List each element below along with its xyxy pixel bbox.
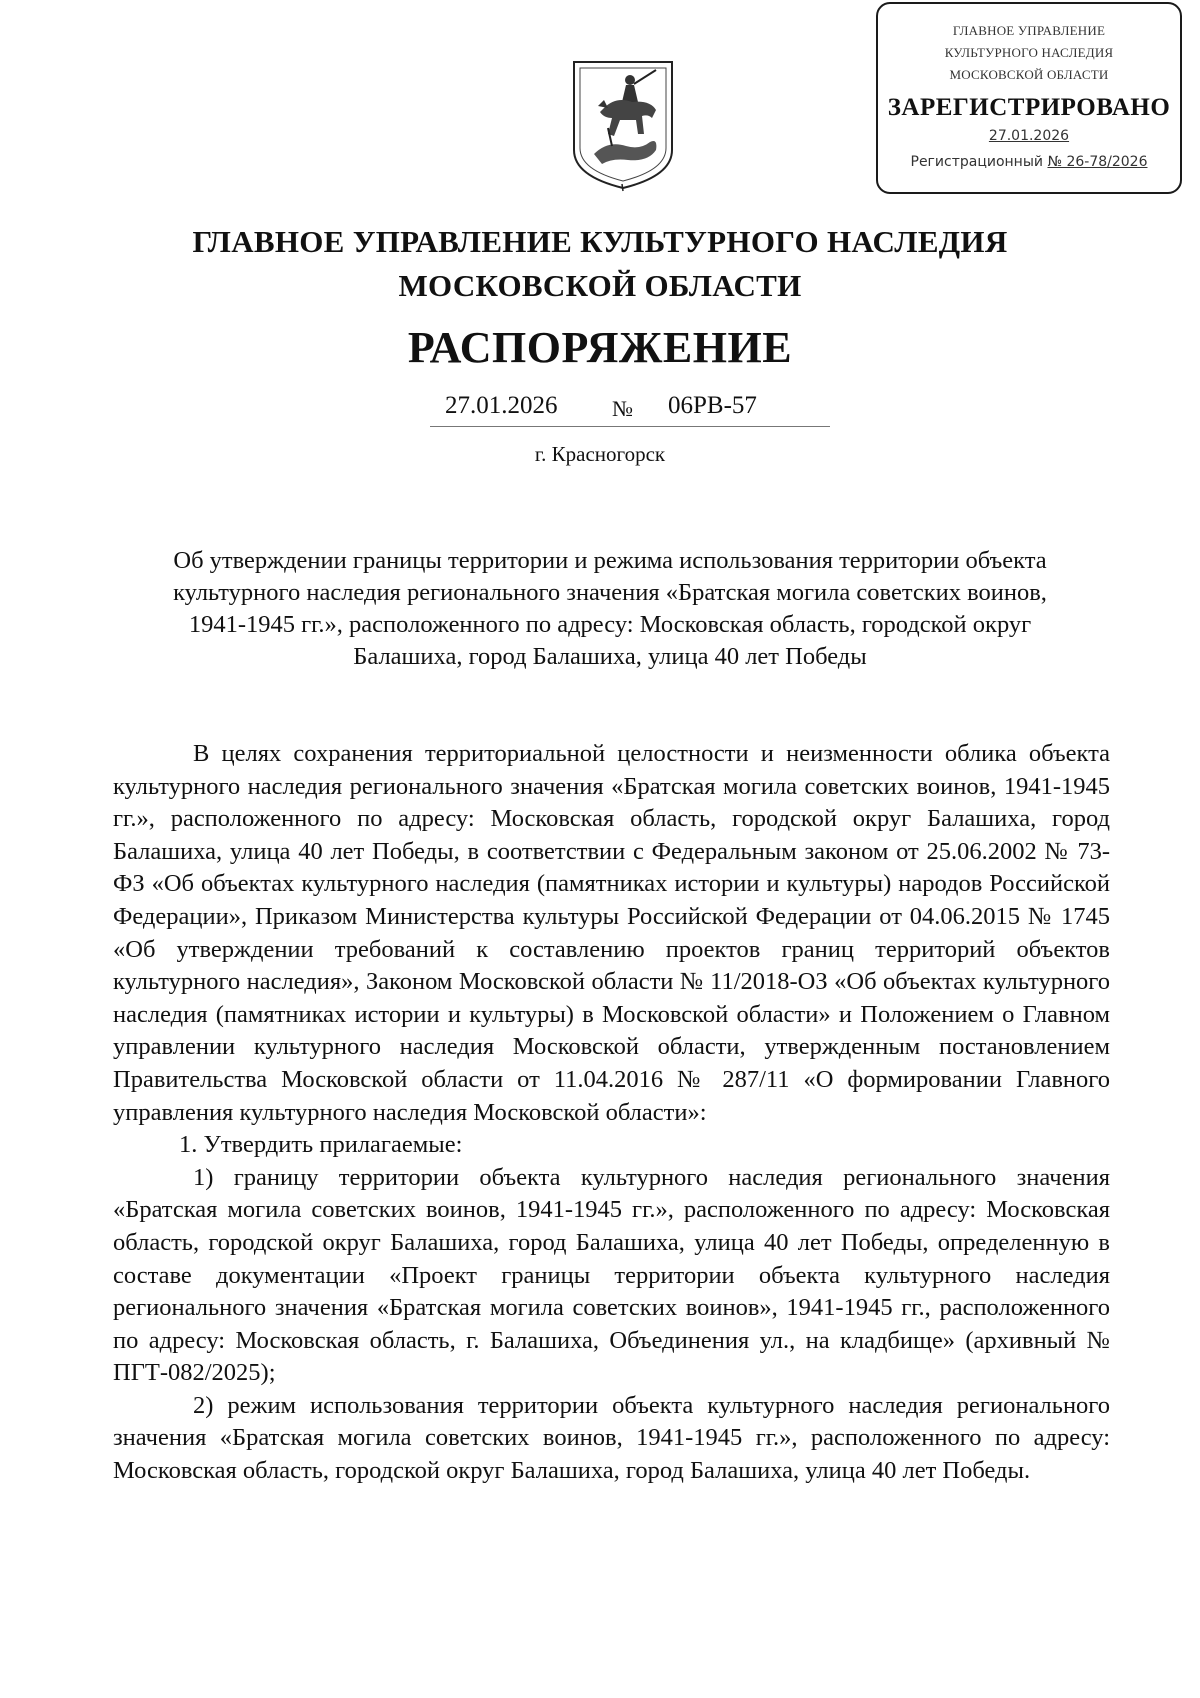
- document-date-number: [430, 392, 830, 427]
- document-subject: [110, 545, 1110, 673]
- stamp-date-value: 27.01.2026: [988, 128, 1070, 144]
- organization-title: [0, 220, 1200, 308]
- subject-line: 1941-1945 гг.», расположенного по адресу: Московская область, городской округ: [188, 611, 1032, 638]
- number-sign: №: [612, 396, 633, 421]
- stamp-org-line: ГЛАВНОЕ УПРАВЛЕНИЕ: [952, 23, 1106, 38]
- document-type: РАСПОРЯЖЕНИЕ: [407, 323, 793, 372]
- stamp-org-line: МОСКОВСКОЙ ОБЛАСТИ: [949, 67, 1109, 82]
- coat-of-arms-icon: [568, 58, 678, 192]
- stamp-reg-label: Регистрационный: [910, 154, 1043, 170]
- organization-title-line: ГЛАВНОЕ УПРАВЛЕНИЕ КУЛЬТУРНОГО НАСЛЕДИЯ: [192, 224, 1008, 259]
- stamp-date: [878, 128, 1180, 144]
- document-number: 06РВ-57: [668, 392, 757, 419]
- registration-stamp: [876, 2, 1182, 194]
- subject-line: культурного наследия регионального значения «Братская могила советских воинов,: [173, 579, 1047, 606]
- stamp-organization: [878, 20, 1180, 86]
- stamp-reg-number: № 26-78/2026: [1047, 154, 1148, 170]
- point-1: 1. Утвердить прилагаемые:: [179, 1131, 463, 1159]
- preamble-paragraph: В целях сохранения территориальной целостности и неизменности облика объекта культурного наследия регионального значения «Братская могила советских воинов, 1941-1945 гг.», расположенного по адресу: Московская область, городской округ Балашиха, город Балашиха, улица 40 лет Победы, в соответствии с Федеральным законом от 25.06.2002 № 73-ФЗ «Об объектах культурного наследия (памятниках истории и культуры) народов Российской Федерации», Приказом Министерства культуры Российской Федерации от 04.06.2015 № 1745 «Об утверждении требований к составлению проектов границ территорий объектов культурного наследия», Законом Московской области № 11/2018-ОЗ «Об объектах культурного наследия (памятниках истории и культуры) в Московской области» и Положением о Главном управлении культурного наследия Московской области, утвержденным постановлением Правительства Московской области от 11.04.2016 № 287/11 «О формировании Главного управления культурного наследия Московской области»:: [113, 740, 1110, 1126]
- organization-title-line: МОСКОВСКОЙ ОБЛАСТИ: [398, 268, 802, 303]
- subpoint-2: 2) режим использования территории объекта культурного наследия регионального значения «Братская могила советских воинов, 1941-1945 гг.», расположенного по адресу: Московская область, городской округ Балашиха, город Балашиха, улица 40 лет Победы.: [113, 1391, 1110, 1485]
- subject-line: Об утверждении границы территории и режима использования территории объекта: [173, 547, 1047, 574]
- subject-line: Балашиха, город Балашиха, улица 40 лет Победы: [353, 643, 867, 670]
- stamp-org-line: КУЛЬТУРНОГО НАСЛЕДИЯ: [944, 45, 1114, 60]
- subpoint-1: 1) границу территории объекта культурного наследия регионального значения «Братская могила советских воинов, 1941-1945 гг.», расположенного по адресу: Московская область, городской округ Балашиха, город Балашиха, улица 40 лет Победы, определенную в составе документации «Проект границы территории объекта культурного наследия регионального значения «Братская могила советских воинов», 1941-1945 гг., расположенного по адресу: Московская область, г. Балашиха, Объединения ул., на кладбище» (архивный № ПГТ-082/2025);: [113, 1163, 1110, 1387]
- stamp-registration-number: [878, 154, 1180, 170]
- stamp-status: ЗАРЕГИСТРИРОВАНО: [887, 94, 1171, 121]
- document-date: 27.01.2026: [445, 392, 558, 419]
- document-body: [113, 738, 1110, 1488]
- document-city: г. Красногорск: [534, 442, 666, 466]
